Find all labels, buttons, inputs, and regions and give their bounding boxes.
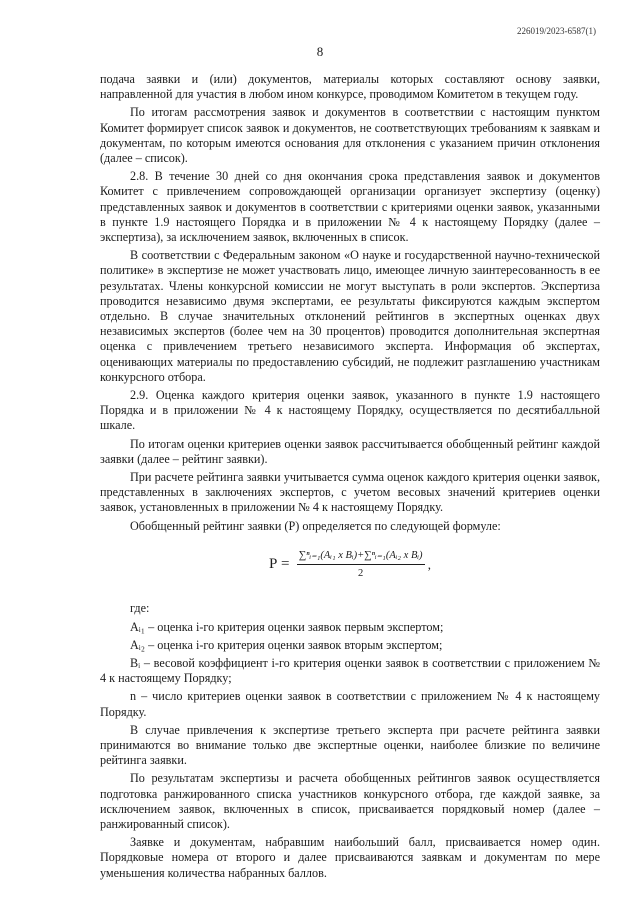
page-number: 8 — [316, 44, 324, 59]
document-body — [100, 72, 600, 884]
paragraph: 2.8. В течение 30 дней со дня окончания срока представления заявок и документов Комитет с привлечением сопровождающей организации организует экспертизу (оценку) представленных заявок и документов в соответствии с критериями оценки заявок, указанными в пункте 1.9 настоящего Порядка и в приложении № 4 к настоящему Порядку (далее – экспертиза), за исключением заявок, включенных в список. — [100, 169, 600, 245]
paragraph: 2.9. Оценка каждого критерия оценки заявок, указанного в пункте 1.9 настоящего Порядка и в приложении № 4 к настоящему Порядку, осуществляется по десятибалльной шкале. — [100, 388, 600, 433]
definition-line: Aᵢ₁ – оценка i-го критерия оценки заявок первым экспертом; — [130, 619, 444, 634]
paragraph: В соответствии с Федеральным законом «О науке и государственной научно-технической политике» в экспертизе не может участвовать лицо, имеющее личную заинтересованность в ее результатах. Члены конкурсной комиссии не могут выступать в роли экспертов. Экспертиза проводится независимо двумя экспертами, ее результаты фиксируются каждым экспертом отдельно. В случае значительных отклонений рейтингов в экспертных оценках двух независимых экспертов (более чем на 30 процентов) проводится дополнительная экспертная оценка с привлечением третьего независимого эксперта. Информация об экспертах, оценивающих материалы по предоставлению субсидий, не подлежит разглашению участникам конкурсного отбора. — [100, 248, 600, 384]
paragraph: При расчете рейтинга заявки учитывается сумма оценок каждого критерия оценки заявок, представленных в заключениях экспертов, с учетом весовых значений критериев оценки заявок, установленных в приложении № 4 к настоящему Порядку. — [100, 470, 600, 515]
paragraph: Обобщенный рейтинг заявки (Р) определяется по следующей формуле: — [130, 518, 501, 533]
formula-numerator: ∑ⁿᵢ₌₁(Aᵢ₁ x Bᵢ)+∑ⁿᵢ₌₁(Aᵢ₂ x Bᵢ) — [297, 548, 425, 565]
paragraph: В случае привлечения к экспертизе третьего эксперта при расчете рейтинга заявки принимаются во внимание только две экспертные оценки, наиболее близкие по величине рейтинга заявки. — [100, 722, 600, 768]
definition-line: Bᵢ – весовой коэффициент i-го критерия оценки заявок в соответствии с приложением № 4 к настоящему Порядку; — [100, 655, 600, 686]
paragraph: Заявке и документам, набравшим наибольший балл, присваивается номер один. Порядковые номера от второго и далее присваиваются заявкам и документам по мере уменьшения количества набранных баллов. — [100, 835, 600, 880]
paragraph: По итогам рассмотрения заявок и документов в соответствии с настоящим пунктом Комитет формирует список заявок и документов, не соответствующих требованиям к заявкам и документам, по которым имеются основания для отклонения с указанием причин отклонения (далее – список). — [100, 105, 600, 166]
definition-line: Aᵢ₂ – оценка i-го критерия оценки заявок вторым экспертом; — [130, 637, 443, 652]
formula-fraction — [297, 548, 425, 581]
rating-formula — [100, 548, 600, 581]
paragraph: подача заявки и (или) документов, материалы которых составляют основу заявки, направленной для участия в любом ином конкурсе, проводимом Комитетом в текущем году. — [100, 72, 600, 102]
paragraph: По итогам оценки критериев оценки заявок рассчитывается обобщенный рейтинг каждой заявки (далее – рейтинг заявки). — [100, 436, 600, 466]
paragraph: По результатам экспертизы и расчета обобщенных рейтингов заявок осуществляется подготовка ранжированного списка участников конкурсного отбора, где каждой заявке, за исключением заявок, включенных в список, присваивается порядковый номер (далее – ранжированный список). — [100, 771, 600, 831]
formula-lhs: Р = — [268, 555, 290, 572]
definition-line: где: — [130, 601, 150, 616]
definition-line: n – число критериев оценки заявок в соответствии с приложением № 4 к настоящему Порядку. — [100, 689, 600, 719]
formula-tail: , — [427, 556, 432, 572]
document-id: 226019/2023-6587(1) — [517, 26, 596, 36]
formula-denominator: 2 — [358, 568, 364, 580]
formula-definitions — [100, 601, 600, 719]
